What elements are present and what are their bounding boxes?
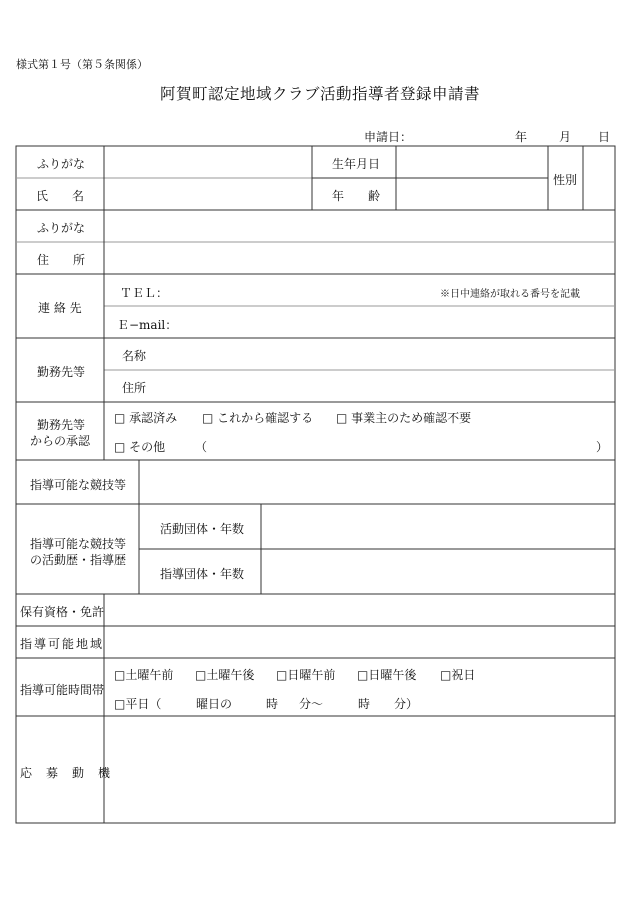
address-label: 住 所 xyxy=(37,253,86,267)
area-field[interactable] xyxy=(106,628,613,656)
time-hour2-field[interactable] xyxy=(330,692,356,710)
tel-label: ＴＥＬ： xyxy=(120,286,169,300)
time-minute1-label: 分〜 xyxy=(299,697,324,711)
sports-label: 指導可能な競技等 xyxy=(30,478,127,492)
time-label: 指導可能時間帯 xyxy=(20,683,105,697)
sports-field[interactable] xyxy=(141,462,613,502)
history-label-line2: の活動歴・指導歴 xyxy=(30,553,127,567)
qualifications-field[interactable] xyxy=(106,596,613,624)
area-label: 指導可能地域 xyxy=(20,637,105,651)
contact-label: 連 絡 先 xyxy=(38,301,82,315)
tel-field[interactable] xyxy=(180,276,430,304)
qualifications-label: 保有資格・免許 xyxy=(20,605,105,619)
approval-other-paren-open: （ xyxy=(195,440,208,454)
time-minute2-label: 分） xyxy=(394,697,419,711)
approval-option-self-employed[interactable]: □ 事業主のため確認不要 xyxy=(336,411,472,425)
approval-other-paren-close: ） xyxy=(596,440,609,454)
address-furigana-field[interactable] xyxy=(106,212,613,240)
application-year-label: 年 xyxy=(515,130,528,144)
time-option-holiday[interactable]: □祝日 xyxy=(440,668,476,682)
birthdate-label: 生年月日 xyxy=(332,157,381,171)
time-option-sun-am[interactable]: □日曜午前 xyxy=(276,668,336,682)
approval-other-field[interactable] xyxy=(210,434,590,454)
approval-option-other[interactable]: □ その他 xyxy=(114,440,166,454)
furigana-label: ふりがな xyxy=(37,157,86,171)
birthdate-field[interactable] xyxy=(398,148,546,176)
gender-field[interactable] xyxy=(585,148,613,208)
workplace-name-field[interactable] xyxy=(160,340,610,368)
time-minute1-field[interactable] xyxy=(280,692,298,710)
gender-label: 性別 xyxy=(553,173,578,187)
page-title: 阿賀町認定地域クラブ活動指導者登録申請書 xyxy=(160,85,481,103)
application-date-label: 申請日： xyxy=(364,130,413,144)
workplace-label: 勤務先等 xyxy=(37,365,86,379)
application-day-label: 日 xyxy=(598,130,611,144)
email-field[interactable] xyxy=(180,308,610,336)
time-hour1-label: 時 xyxy=(266,697,279,711)
time-option-sat-pm[interactable]: □土曜午後 xyxy=(195,668,255,682)
workplace-address-field[interactable] xyxy=(160,372,610,400)
form-number: 様式第１号（第５条関係） xyxy=(16,58,148,71)
age-field[interactable] xyxy=(398,180,546,208)
time-option-sat-am[interactable]: □土曜午前 xyxy=(114,668,174,682)
address-furigana-label: ふりがな xyxy=(37,221,86,235)
time-dow-label: 曜日の xyxy=(196,697,233,711)
name-label: 氏 名 xyxy=(36,189,85,203)
address-field[interactable] xyxy=(106,244,613,272)
time-hour1-field[interactable] xyxy=(238,692,264,710)
time-hour2-label: 時 xyxy=(358,697,371,711)
approval-option-approved[interactable]: □ 承認済み xyxy=(114,411,178,425)
time-minute2-field[interactable] xyxy=(374,692,392,710)
coaching-label: 指導団体・年数 xyxy=(160,567,245,581)
time-option-weekday[interactable]: □平日（ xyxy=(114,697,162,711)
application-month-label: 月 xyxy=(559,130,572,144)
tel-note: ※日中連絡が取れる番号を記載 xyxy=(440,289,580,300)
coaching-field[interactable] xyxy=(263,551,613,592)
workplace-address-label: 住所 xyxy=(122,381,147,395)
name-field[interactable] xyxy=(106,180,310,208)
email-label: Ｅ−mail： xyxy=(117,318,178,332)
age-label: 年 齢 xyxy=(332,189,381,203)
approval-label-line1: 勤務先等 xyxy=(37,418,86,432)
application-month-field[interactable] xyxy=(531,124,555,142)
approval-label-line2: からの承認 xyxy=(30,434,91,448)
time-dow-field[interactable] xyxy=(160,692,194,710)
activity-field[interactable] xyxy=(263,506,613,547)
time-option-sun-pm[interactable]: □日曜午後 xyxy=(357,668,417,682)
workplace-name-label: 名称 xyxy=(122,349,147,363)
approval-option-to-confirm[interactable]: □ これから確認する xyxy=(202,411,314,425)
activity-label: 活動団体・年数 xyxy=(160,522,245,536)
furigana-field[interactable] xyxy=(106,148,310,176)
motivation-field[interactable] xyxy=(106,718,613,821)
motivation-label: 応 募 動 機 xyxy=(20,766,112,780)
history-label-line1: 指導可能な競技等 xyxy=(30,537,127,551)
application-day-field[interactable] xyxy=(574,124,598,142)
application-year-field[interactable] xyxy=(418,124,510,142)
